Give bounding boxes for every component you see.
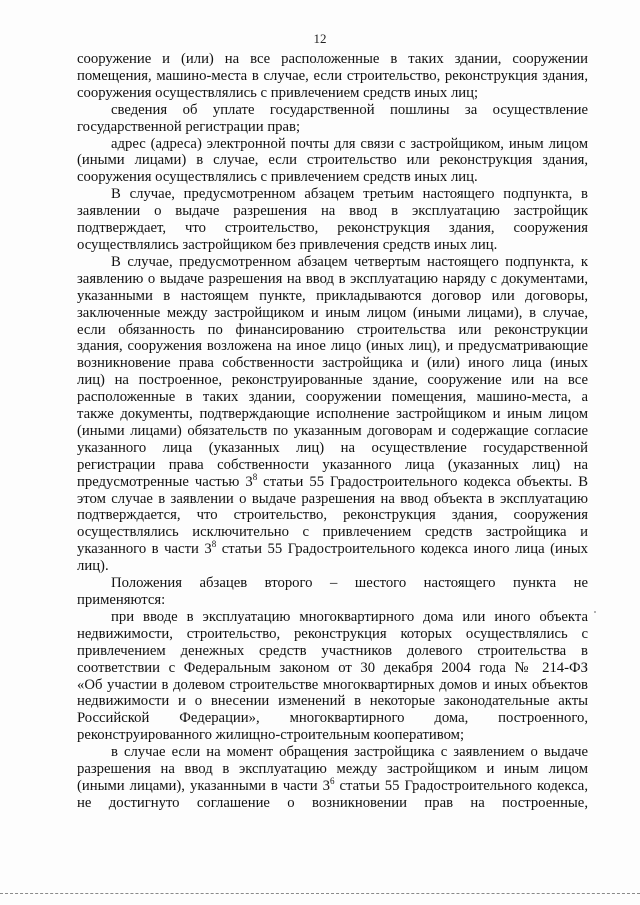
text-line: Российской Федерации», многоквартирного дома, построенного, bbox=[77, 710, 588, 727]
text-fragment: указанного в части 3 bbox=[77, 541, 212, 558]
text-line: сооружение и (или) на все расположенные в таких здании, сооружении bbox=[77, 51, 588, 67]
text-line: В случае, предусмотренном абзацем третьим настоящего подпункта, в bbox=[111, 186, 588, 203]
text-line: В случае, предусмотренном абзацем четвертым настоящего подпункта, к bbox=[111, 253, 588, 270]
text-line: заключенные между застройщиком и иным лицом (иными лицами), в случае, bbox=[77, 304, 588, 321]
text-line: разрешения на ввод в эксплуатацию между застройщиком и иным лицом bbox=[77, 761, 588, 778]
text-fragment: (иными лицами), указанными в части 3 bbox=[77, 777, 330, 794]
text-line: также документы, подтверждающие исполнение застройщиком и иным лицом bbox=[77, 406, 588, 423]
text-line: Положения абзацев второго – шестого настоящего пункта не bbox=[111, 575, 588, 592]
text-line: указанного лица (указанных лиц) на осуществление государственной bbox=[77, 439, 588, 456]
text-line: недвижимости, строительство, реконструкция которых осуществлялись с bbox=[77, 625, 588, 642]
text-line bbox=[77, 541, 588, 558]
text-line: (иными лицами) обязательств по указанным договорам и содержащие согласие bbox=[77, 422, 588, 439]
text-line: возникновение права собственности застройщика и (или) иного лица (иных bbox=[77, 355, 588, 372]
text-line: осуществлялись застройщиком без привлечения средств иных лиц. bbox=[77, 236, 498, 253]
text-line: сведения об уплате государственной пошлины за осуществление bbox=[111, 101, 588, 118]
text-line: адрес (адреса) электронной почты для связи с застройщиком, иным лицом bbox=[111, 135, 588, 152]
text-line: соответствии с Федеральным законом от 30 декабря 2004 года № 214-ФЗ bbox=[77, 659, 588, 676]
text-line bbox=[77, 471, 588, 491]
superscript: 8 bbox=[252, 471, 258, 482]
text-line: осуществлялись исключительно с привлечением средств застройщика и bbox=[77, 524, 588, 541]
text-line: подтверждается, что строительство, реконструкция здания, сооружения bbox=[77, 507, 588, 524]
text-line: подтверждает, что строительство, реконструкция здания, сооружения bbox=[77, 220, 588, 237]
text-fragment: предусмотренные частью 3 bbox=[77, 473, 253, 490]
superscript: 8 bbox=[211, 539, 217, 550]
text-line: применяются: bbox=[77, 592, 166, 608]
text-line: этом случае в заявлении о выдаче разрешения на ввод объекта в эксплуатацию bbox=[77, 490, 588, 507]
text-line: если обязанность по финансированию строительства или реконструкции bbox=[77, 321, 588, 338]
text-line bbox=[77, 775, 588, 795]
text-line: при вводе в эксплуатацию многоквартирного дома или иного объекта bbox=[111, 608, 588, 625]
scan-speck bbox=[594, 611, 596, 613]
text-line: здания, сооружения возложена на иное лицо (иных лиц), и предусматривающие bbox=[77, 338, 588, 355]
text-line: сооружения осуществлялись с привлечением средств иных лиц. bbox=[77, 169, 478, 186]
text-line: регистрации права собственности указанного лица (указанных лиц) на bbox=[77, 456, 588, 473]
text-line: «Об участии в долевом строительстве многоквартирных домов и иных объектов bbox=[77, 676, 588, 693]
text-line: заявлении о выдаче разрешения на ввод в эксплуатацию застройщик bbox=[77, 203, 588, 220]
text-line: расположенные в таких здании, сооружении помещения, машино-места, а bbox=[77, 389, 588, 406]
page-number: 12 bbox=[313, 31, 327, 46]
text-fragment: статьи 55 Градостроительного кодекса иного лица (иных bbox=[216, 541, 588, 558]
text-line: реконструированного жилищно-строительным кооперативом; bbox=[77, 727, 465, 744]
text-line: не достигнуто соглашение о возникновении прав на построенные, bbox=[77, 794, 588, 811]
text-line: помещения, машино-места в случае, если строительство, реконструкция здания, bbox=[77, 67, 588, 84]
text-fragment: статьи 55 Градостроительного кодекса, bbox=[334, 777, 588, 794]
text-line: в случае если на момент обращения застройщика с заявлением о выдаче bbox=[111, 744, 588, 761]
text-line: заявлению о выдаче разрешения на ввод в эксплуатацию наряду с документами, bbox=[77, 270, 588, 287]
text-line: указанными в настоящем пункте, прикладываются договор или договоры, bbox=[77, 287, 588, 304]
text-line: государственной регистрации прав; bbox=[77, 118, 301, 135]
text-line: лиц). bbox=[77, 558, 109, 575]
text-line: (иными лицами) в случае, если строительство или реконструкция здания, bbox=[77, 152, 588, 169]
body-text bbox=[77, 51, 588, 812]
page-bottom-rule bbox=[0, 893, 640, 894]
text-line: недвижимости и о внесении изменений в некоторые законодательные акты bbox=[77, 693, 588, 710]
superscript: 6 bbox=[329, 775, 335, 786]
text-fragment: статьи 55 Градостроительного кодекса объекты. В bbox=[257, 473, 588, 490]
text-line: сооружения осуществлялись с привлечением средств иных лиц; bbox=[77, 84, 479, 101]
text-line: лиц) на построенное, реконструированные здание, сооружение или на все bbox=[77, 372, 588, 389]
text-line: привлечением денежных средств участников долевого строительства в bbox=[77, 642, 588, 659]
